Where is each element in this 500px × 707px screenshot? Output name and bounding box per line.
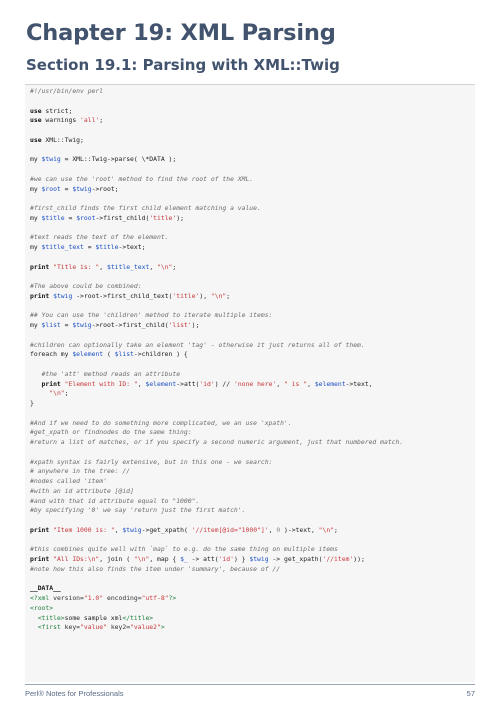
code-line xyxy=(30,506,403,516)
code-token: #xpath syntax is fairly extensive, but in this one - we search: xyxy=(30,457,273,466)
code-token: ->get_xpath( xyxy=(141,525,192,534)
code-line xyxy=(30,311,403,321)
code-token: ->root->first_child_text( xyxy=(72,291,173,300)
code-token: #we can use the 'root' method to find the root of the XML. xyxy=(30,174,254,183)
code-token: foreach my xyxy=(30,350,73,359)
code-token: ->root; xyxy=(91,184,119,193)
code-line xyxy=(30,467,403,477)
code-line xyxy=(30,516,403,526)
code-line xyxy=(30,448,403,458)
code-line xyxy=(30,272,403,282)
code-token: "value" xyxy=(80,623,107,632)
code-token: > xyxy=(160,623,165,632)
code-token: ->children ) { xyxy=(133,350,188,359)
code-line xyxy=(30,331,403,341)
code-token: #get_xpath or findnodes do the same thing: xyxy=(30,428,192,437)
code-token: "\n" xyxy=(49,389,65,398)
code-token: 'title' xyxy=(172,291,200,300)
code-token: #return a list of matches, or if you specify a second numeric argument, just that numbered match. xyxy=(30,438,404,446)
code-line xyxy=(30,438,403,448)
code-token: version= xyxy=(53,594,84,602)
code-token: , xyxy=(114,525,123,534)
code-token: my xyxy=(30,243,42,251)
code-token: $list xyxy=(41,321,61,329)
code-token: = xyxy=(83,243,96,251)
code-listing xyxy=(30,87,403,633)
code-line xyxy=(30,321,403,331)
code-token: some sample xml xyxy=(64,613,123,622)
code-token xyxy=(30,389,49,397)
code-token: #The above could be combined: xyxy=(30,282,142,290)
code-token: = xyxy=(60,321,73,329)
code-token: </title> xyxy=(122,613,154,622)
code-token: $element xyxy=(314,379,346,388)
code-block xyxy=(25,84,475,682)
code-token: ; xyxy=(334,525,338,534)
code-line xyxy=(30,97,403,107)
code-line xyxy=(30,175,403,185)
code-token: use xyxy=(30,116,42,125)
code-line xyxy=(30,575,403,585)
code-token: $element xyxy=(145,379,177,388)
code-line xyxy=(30,282,403,292)
code-token: } xyxy=(30,399,34,407)
code-line xyxy=(30,87,403,97)
code-token: <title> xyxy=(37,613,65,622)
code-token: , map { xyxy=(149,555,181,563)
code-line xyxy=(30,604,403,614)
code-token: '//item' xyxy=(322,555,354,563)
code-token: print xyxy=(30,525,50,534)
code-line xyxy=(30,350,403,360)
code-token: 0 xyxy=(276,525,281,534)
code-token: #with an id attribute [@id] xyxy=(30,486,134,495)
footer-divider xyxy=(25,684,475,685)
code-token: <root> xyxy=(30,603,54,612)
code-token: , xyxy=(276,379,285,388)
code-token: -> att( xyxy=(187,555,219,563)
code-token: = xyxy=(60,184,73,193)
code-line xyxy=(30,360,403,370)
code-token: #this combines quite well with `map` to e.g. do the same thing on multiple items xyxy=(30,545,338,554)
code-line xyxy=(30,487,403,497)
code-line xyxy=(30,458,403,468)
code-token: ( xyxy=(103,350,115,359)
code-token: $element xyxy=(72,350,104,359)
code-token: $title xyxy=(41,213,65,222)
code-token: "1.0" xyxy=(83,594,104,602)
code-line xyxy=(30,292,403,302)
code-token: ->text; xyxy=(118,243,146,251)
code-token: = XML::Twig->parse( \*DATA ); xyxy=(60,155,177,164)
code-token: $root xyxy=(41,184,61,193)
code-token: ); xyxy=(191,321,200,329)
code-token: # anywhere in the tree: // xyxy=(30,467,131,476)
code-line xyxy=(30,594,403,604)
code-token: my xyxy=(30,213,42,222)
code-token: #note how this also finds the item under 'summary', because of // xyxy=(30,564,281,573)
code-token: ; xyxy=(172,262,177,271)
code-line xyxy=(30,623,403,633)
code-token: "Title is: " xyxy=(53,262,100,271)
code-line xyxy=(30,185,403,195)
code-token: key= xyxy=(64,623,81,632)
code-line xyxy=(30,253,403,263)
code-token: strict; xyxy=(41,106,73,115)
code-token: #and with that id attribute equal to "1000". xyxy=(30,496,200,505)
code-token: 'none here' xyxy=(233,379,277,388)
code-token: '//item[@id="1000"]' xyxy=(191,525,269,534)
code-token: <first xyxy=(37,623,65,632)
code-token: #first_child finds the first child element matching a value. xyxy=(30,204,261,212)
code-line xyxy=(30,555,403,565)
code-token: 'all' xyxy=(80,116,100,125)
code-line xyxy=(30,204,403,214)
code-token: #by specifying '0' we say 'return just the first match'. xyxy=(30,506,246,515)
code-token: print xyxy=(30,555,50,563)
code-token: , xyxy=(268,525,277,534)
code-token: -> get_xpath( xyxy=(268,555,323,563)
code-line xyxy=(30,224,403,234)
code-token xyxy=(30,623,38,631)
code-token: <?xml xyxy=(30,594,54,602)
code-token: , xyxy=(99,262,107,271)
code-token: = xyxy=(64,213,77,222)
code-token: ; xyxy=(99,116,104,125)
code-token: my xyxy=(30,184,42,193)
code-line xyxy=(30,419,403,429)
code-line xyxy=(30,526,403,536)
code-token: , xyxy=(137,379,146,388)
code-line xyxy=(30,107,403,117)
code-line xyxy=(30,497,403,507)
code-line xyxy=(30,614,403,624)
code-token: , xyxy=(307,379,315,388)
code-token: $twig xyxy=(72,321,92,329)
code-line xyxy=(30,165,403,175)
code-token: __DATA__ xyxy=(30,584,61,593)
code-token: , join ( xyxy=(99,555,134,563)
code-line xyxy=(30,341,403,351)
code-line xyxy=(30,146,403,156)
code-token xyxy=(30,614,38,622)
code-line xyxy=(30,545,403,555)
code-token: ; xyxy=(226,291,231,300)
code-token: 'id' xyxy=(218,555,234,563)
code-token: , xyxy=(149,262,158,271)
code-token: "utf-8" xyxy=(141,594,169,602)
code-line xyxy=(30,380,403,390)
code-token: ?> xyxy=(168,594,177,602)
code-token: 'id' xyxy=(199,379,215,388)
code-line xyxy=(30,389,403,399)
code-token: "value2" xyxy=(130,623,161,632)
code-token: "All IDs:\n" xyxy=(53,555,100,563)
code-line xyxy=(30,428,403,438)
code-token: $twig xyxy=(41,155,61,164)
code-token: $_ xyxy=(180,555,188,563)
code-line xyxy=(30,214,403,224)
code-token: ->att( xyxy=(176,379,200,388)
code-token: "Element with ID: " xyxy=(64,379,138,388)
code-token: )->text, xyxy=(280,525,319,534)
code-token: $twig xyxy=(249,555,269,563)
code-token: warnings xyxy=(41,116,81,125)
code-token: $twig xyxy=(122,525,142,534)
code-token: ->first_child( xyxy=(95,213,150,222)
code-line xyxy=(30,243,403,253)
code-line xyxy=(30,155,403,165)
code-token: #And if we need to do something more complicated, we an use 'xpath'. xyxy=(30,418,292,427)
code-line xyxy=(30,194,403,204)
code-line xyxy=(30,136,403,146)
code-token: $title xyxy=(95,243,119,251)
footer-page-number: 57 xyxy=(466,689,475,698)
code-token: my xyxy=(30,155,42,164)
code-token: ; xyxy=(64,389,69,398)
code-token: "\n" xyxy=(318,525,335,534)
section-title: Section 19.1: Parsing with XML::Twig xyxy=(26,56,340,74)
code-token: #text reads the text of the element. xyxy=(30,233,169,242)
code-token: encoding= xyxy=(103,594,142,602)
code-token: XML::Twig; xyxy=(41,135,84,144)
code-token: ) // xyxy=(214,379,234,388)
code-token: $twig xyxy=(72,184,92,193)
code-token: "Item 1000 is: " xyxy=(53,525,115,534)
code-token xyxy=(30,370,42,378)
code-token: $title_text xyxy=(41,243,84,251)
code-line xyxy=(30,116,403,126)
code-token: print xyxy=(30,262,50,271)
code-token xyxy=(30,380,42,388)
code-line xyxy=(30,233,403,243)
footer-book-title: Perl® Notes for Professionals xyxy=(25,689,124,698)
code-line xyxy=(30,126,403,136)
code-token: #the 'att' method reads an attribute xyxy=(41,369,181,378)
chapter-title: Chapter 19: XML Parsing xyxy=(26,20,336,46)
code-line xyxy=(30,477,403,487)
code-line xyxy=(30,409,403,419)
code-line xyxy=(30,584,403,594)
code-token: 'title' xyxy=(149,213,177,222)
code-token: key2= xyxy=(106,623,131,632)
code-token: use xyxy=(30,106,42,115)
code-token: $twig xyxy=(53,291,73,300)
code-token: $list xyxy=(114,350,134,359)
code-token: #children can optionally take an element 'tag' - otherwise it just returns all of them. xyxy=(30,340,365,349)
code-line xyxy=(30,565,403,575)
code-token: #!/usr/bin/env perl xyxy=(30,87,104,95)
code-token: ->root->first_child( xyxy=(91,321,169,329)
code-token: " is " xyxy=(284,379,308,388)
code-token: ), xyxy=(199,291,211,300)
code-token: print xyxy=(30,291,50,300)
code-token: print xyxy=(41,379,61,388)
code-token: #nodes called 'item' xyxy=(30,477,107,485)
code-line xyxy=(30,263,403,273)
code-token: "\n" xyxy=(157,262,173,271)
code-line xyxy=(30,399,403,409)
code-token: "\n" xyxy=(210,291,227,300)
code-token: ## You can use the 'children' method to iterate multiple items: xyxy=(30,311,273,320)
code-token: use xyxy=(30,135,42,144)
code-token: "\n" xyxy=(133,555,150,563)
code-token: my xyxy=(30,321,42,329)
code-token: ) } xyxy=(233,555,250,563)
code-token: ->text, xyxy=(345,379,373,388)
code-line xyxy=(30,536,403,546)
code-token: 'list' xyxy=(168,321,192,329)
code-token: $title_text xyxy=(106,262,150,271)
code-line xyxy=(30,302,403,312)
code-token: $root xyxy=(76,213,96,222)
code-line xyxy=(30,370,403,380)
code-token: ); xyxy=(176,213,184,222)
code-token: )); xyxy=(353,555,365,563)
